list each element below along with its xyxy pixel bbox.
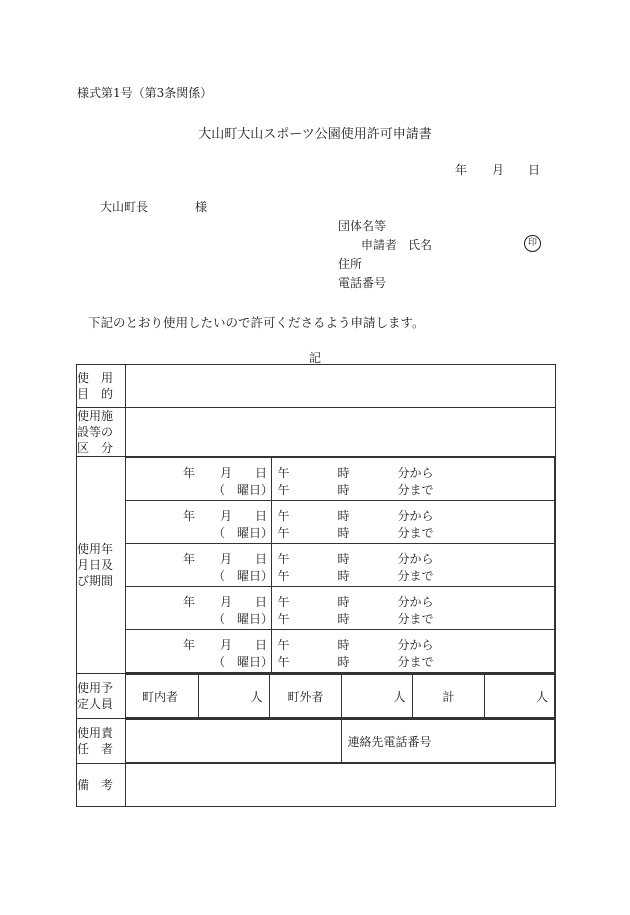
period-day-label: 日	[255, 595, 268, 609]
out-town-unit: 人	[393, 690, 406, 704]
period-day-label: 日	[255, 466, 268, 480]
period-hour-label: 時	[337, 595, 350, 609]
purpose-label	[77, 365, 126, 408]
group-name-label: 団体名等	[338, 219, 387, 233]
period-from-label: 分から	[397, 466, 434, 480]
facility-row	[77, 408, 556, 457]
period-to-label: 分まで	[397, 612, 434, 626]
period-time-cell[interactable]	[271, 501, 555, 544]
purpose-field[interactable]	[126, 365, 556, 408]
purpose-label-line: 目 的	[77, 387, 114, 401]
ki-heading: 記	[308, 351, 321, 365]
period-time-cell[interactable]	[271, 458, 555, 501]
period-from-label: 分から	[397, 638, 434, 652]
out-town-label-cell	[269, 675, 341, 718]
people-row	[77, 674, 556, 719]
application-table	[76, 364, 556, 807]
period-to-label: 分まで	[397, 569, 434, 583]
address-label: 住所	[338, 257, 363, 271]
period-from-label: 分から	[397, 595, 434, 609]
people-label-line: 使用予	[77, 681, 114, 695]
period-am-label: 午	[277, 526, 290, 540]
period-hour-label: 時	[337, 483, 350, 497]
total-count-field[interactable]	[484, 675, 555, 718]
remarks-row	[77, 764, 556, 807]
facility-label-line: 設等の	[77, 425, 114, 439]
in-town-label: 町内者	[142, 690, 179, 704]
period-am-label: 午	[277, 638, 290, 652]
period-entry	[126, 501, 555, 544]
phone-label: 電話番号	[338, 276, 387, 290]
period-year-label: 年	[183, 552, 196, 566]
period-label-line: 月日及	[77, 558, 114, 572]
period-date-cell[interactable]	[126, 501, 274, 544]
period-hour-label: 時	[337, 655, 350, 669]
period-from-label: 分から	[397, 509, 434, 523]
honorific: 様	[195, 200, 208, 214]
people-cell	[126, 674, 556, 719]
period-weekday-label: （ 曜日）	[213, 612, 274, 626]
period-hour-label: 時	[337, 526, 350, 540]
period-am-label: 午	[277, 655, 290, 669]
period-am-label: 午	[277, 595, 290, 609]
period-entry	[126, 544, 555, 587]
period-label-line: 使用年	[77, 542, 114, 556]
in-town-count-field[interactable]	[198, 675, 269, 718]
total-label-cell	[412, 675, 484, 718]
period-date-cell[interactable]	[126, 587, 274, 630]
period-entry	[126, 587, 555, 630]
period-to-label: 分まで	[397, 526, 434, 540]
manager-cell	[126, 719, 556, 764]
period-day-label: 日	[255, 638, 268, 652]
period-month-label: 月	[220, 552, 233, 566]
manager-row	[77, 719, 556, 764]
period-am-label: 午	[277, 552, 290, 566]
date-year-label: 年	[455, 163, 468, 177]
period-time-cell[interactable]	[271, 587, 555, 630]
period-label-line: び期間	[77, 574, 114, 588]
addressee: 大山町長	[100, 200, 149, 214]
request-text: 下記のとおり使用したいので許可くださるよう申請します。	[88, 315, 425, 330]
in-town-label-cell	[126, 675, 198, 718]
period-date-cell[interactable]	[126, 544, 274, 587]
period-month-label: 月	[220, 466, 233, 480]
period-weekday-label: （ 曜日）	[213, 569, 274, 583]
period-to-label: 分まで	[397, 655, 434, 669]
period-am-label: 午	[277, 509, 290, 523]
contact-phone-label: 連絡先電話番号	[347, 735, 432, 749]
name-label: 氏名	[408, 238, 433, 252]
period-month-label: 月	[220, 638, 233, 652]
period-time-cell[interactable]	[271, 630, 555, 673]
facility-label	[77, 408, 126, 457]
period-cell	[126, 457, 556, 674]
facility-label-line: 区 分	[77, 441, 114, 455]
people-table	[126, 674, 555, 718]
period-entry	[126, 630, 555, 673]
period-entry	[126, 458, 555, 501]
total-label: 計	[442, 690, 455, 704]
period-row	[77, 457, 556, 674]
manager-label	[77, 719, 126, 764]
total-unit: 人	[535, 690, 548, 704]
form-number: 様式第1号（第3条関係）	[77, 86, 213, 100]
contact-phone-cell[interactable]	[341, 720, 555, 763]
date-month-label: 月	[492, 163, 505, 177]
period-to-label: 分まで	[397, 483, 434, 497]
out-town-count-field[interactable]	[341, 675, 412, 718]
period-am-label: 午	[277, 569, 290, 583]
manager-label-line: 使用責	[77, 726, 114, 740]
in-town-unit: 人	[250, 690, 263, 704]
seal-mark: 印	[524, 235, 541, 252]
period-day-label: 日	[255, 509, 268, 523]
period-label	[77, 457, 126, 674]
period-month-label: 月	[220, 595, 233, 609]
manager-name-field[interactable]	[126, 720, 341, 763]
remarks-field[interactable]	[126, 764, 556, 807]
period-table	[126, 457, 555, 673]
period-weekday-label: （ 曜日）	[213, 655, 274, 669]
period-date-cell[interactable]	[126, 630, 274, 673]
period-year-label: 年	[183, 466, 196, 480]
people-label	[77, 674, 126, 719]
manager-table	[126, 719, 555, 763]
facility-field[interactable]	[126, 408, 556, 457]
period-hour-label: 時	[337, 612, 350, 626]
period-weekday-label: （ 曜日）	[213, 483, 274, 497]
period-date-cell[interactable]	[126, 458, 274, 501]
period-year-label: 年	[183, 509, 196, 523]
remarks-label-line: 備 考	[77, 778, 114, 792]
period-am-label: 午	[277, 483, 290, 497]
period-am-label: 午	[277, 612, 290, 626]
period-time-cell[interactable]	[271, 544, 555, 587]
period-year-label: 年	[183, 638, 196, 652]
remarks-label	[77, 764, 126, 807]
purpose-row	[77, 365, 556, 408]
period-hour-label: 時	[337, 638, 350, 652]
out-town-label: 町外者	[287, 690, 324, 704]
facility-label-line: 使用施	[77, 409, 114, 423]
period-weekday-label: （ 曜日）	[213, 526, 274, 540]
applicant-label: 申請者	[361, 238, 398, 252]
period-hour-label: 時	[337, 466, 350, 480]
period-hour-label: 時	[337, 552, 350, 566]
period-month-label: 月	[220, 509, 233, 523]
period-am-label: 午	[277, 466, 290, 480]
document-title: 大山町大山スポーツ公園使用許可申請書	[198, 127, 432, 142]
period-year-label: 年	[183, 595, 196, 609]
period-from-label: 分から	[397, 552, 434, 566]
period-day-label: 日	[255, 552, 268, 566]
period-hour-label: 時	[337, 569, 350, 583]
date-day-label: 日	[528, 163, 541, 177]
period-hour-label: 時	[337, 509, 350, 523]
people-label-line: 定人員	[77, 697, 114, 711]
purpose-label-line: 使 用	[77, 371, 114, 385]
manager-label-line: 任 者	[77, 742, 114, 756]
